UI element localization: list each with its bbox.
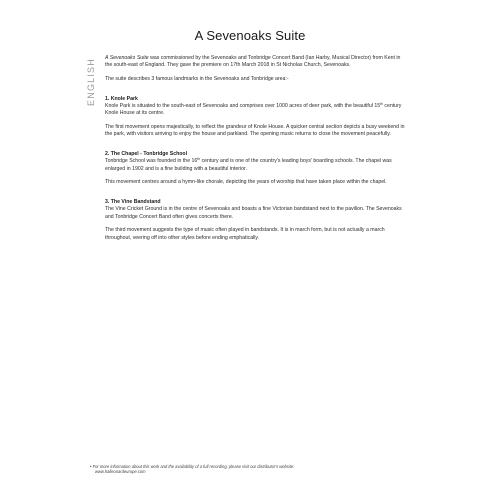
section-paragraph: The first movement opens majestically, to reflect the grandeur of Knole House. A quicker central section depicts a busy weekend in the park, with visitors arriving to enjoy the house and parkland. The opening music returns to close the movement peacefully. — [105, 124, 405, 138]
ordinal-suffix: th — [380, 102, 383, 106]
language-label-text: ENGLISH — [86, 58, 96, 106]
work-title-italic: A Sevenoaks Suite — [105, 55, 149, 61]
ordinal-suffix: th — [197, 157, 201, 162]
language-side-label — [84, 53, 98, 111]
suite-description: The suite describes 3 famous landmarks in the Sevenoaks and Tonbridge area:- — [105, 76, 289, 82]
section-paragraph — [105, 158, 405, 173]
section-text: Knole Park is situated to the south-east of Sevenoaks and comprises over 1000 acres of deer park, with the beautiful 15 — [105, 103, 381, 109]
section-heading: 3. The Vine Bandstand — [105, 199, 161, 205]
distributor-link[interactable]: www.halleonardeurope.com — [95, 469, 146, 475]
document-body — [105, 55, 405, 248]
section-paragraph: The Vine Cricket Ground is in the centre of Sevenoaks and boasts a fine Victorian bandstand next to the pavilion. The Sevenoaks and Tonbridge Concert Band often gives concerts there. — [105, 206, 402, 220]
footnote-text: • For more information about this work and the availability of a full recording, please visit our distributor's website: — [90, 464, 295, 469]
section-paragraph: The third movement suggests the type of music often played in bandstands. It is in march form, but is not actually a march throughout, veering off into other styles before ending emphatically. — [105, 227, 385, 241]
section-text: century and is one of the country's leading boys' boarding schools. The chapel was enlarged in 1902 and is a fine building with a beautiful interior. — [105, 158, 392, 172]
page-title: A Sevenoaks Suite — [194, 28, 306, 43]
intro-paragraph — [105, 55, 405, 70]
section-heading: 1. Knole Park — [105, 95, 138, 102]
section-paragraph — [105, 103, 405, 118]
section-text: Tonbridge School was founded in the 16 — [105, 158, 198, 165]
section-heading: 2. The Chapel - Tonbridge School — [105, 151, 188, 157]
section-text: century Knole House at its centre. — [105, 103, 402, 117]
intro-text: was commissioned by the Sevenoaks and Tonbridge Concert Band (Ian Harby, Musical Director) from Kent in the south-east of England. They gave the premiere on 17th March 2018 in St Nicholas Church, Sevenoaks. — [105, 55, 401, 69]
footnote — [90, 464, 380, 475]
section-paragraph: This movement centres around a hymn-like chorale, depicting the years of worship that have taken place within the chapel. — [105, 179, 387, 186]
